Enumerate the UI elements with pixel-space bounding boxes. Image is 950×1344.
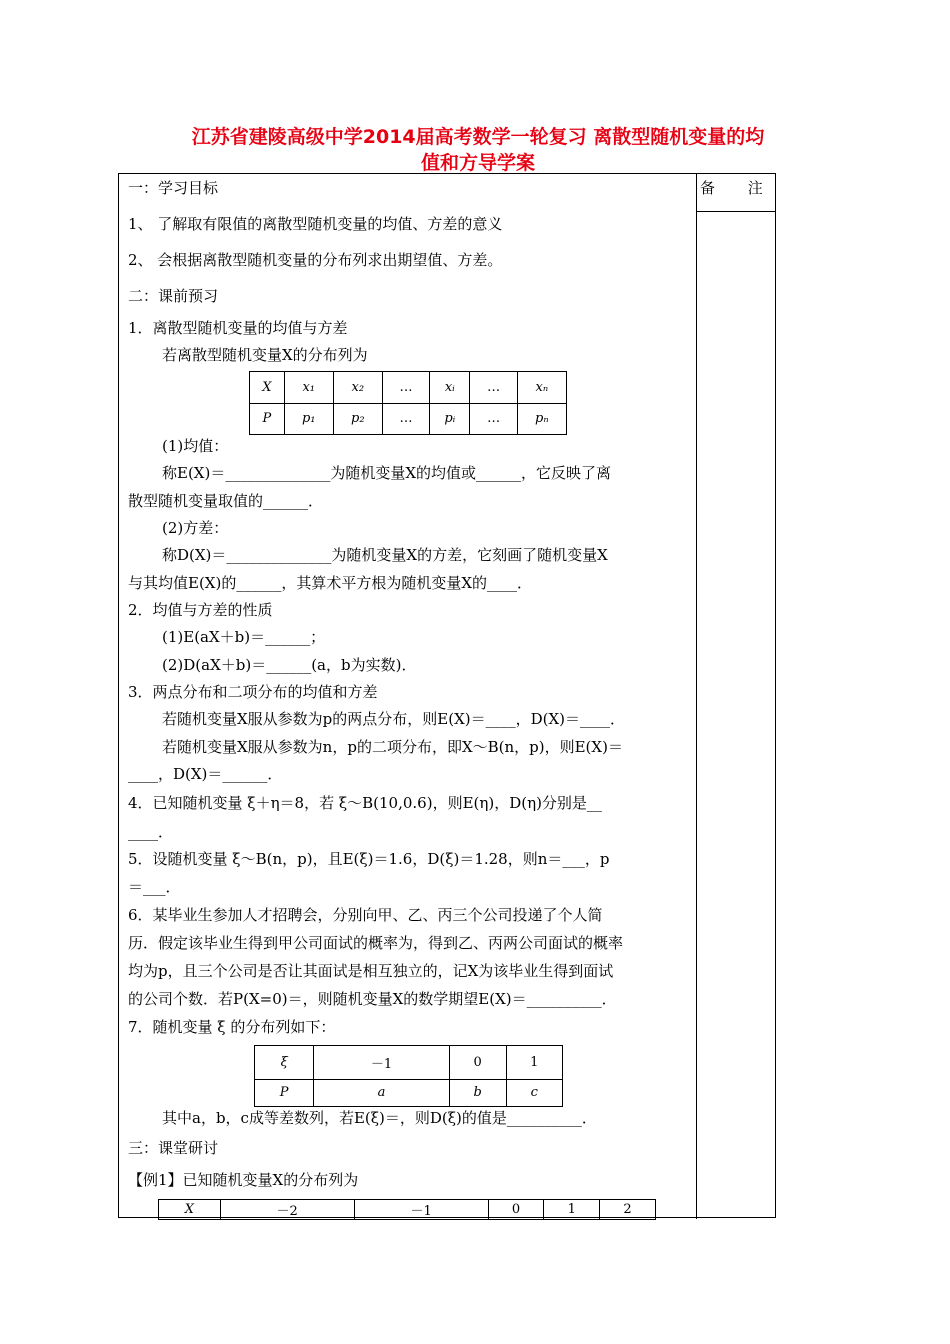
table-cell: 2 <box>600 1200 656 1220</box>
table-cell: a <box>314 1079 450 1106</box>
section-3-heading: 三：课堂研讨 <box>128 1139 219 1157</box>
document-title <box>118 124 838 176</box>
variance-definition-line-1: 称D(X)＝______________为随机变量X的方差，它刻画了随机变量X <box>162 546 608 564</box>
distribution-table-q7 <box>254 1045 563 1107</box>
table-cell: 1 <box>544 1200 600 1220</box>
goal-2: 2、 会根据离散型随机变量的分布列求出期望值、方差。 <box>128 251 503 269</box>
table-cell: x₁ <box>284 372 333 404</box>
binomial-line-1: 若随机变量X服从参数为n，p的二项分布，即X～B(n，p)，则E(X)＝ <box>162 738 623 756</box>
question-4-line-1: 4．已知随机变量 ξ＋η＝8，若 ξ～B(10,0.6)，则E(η)，D(η)分别是__ <box>128 794 602 812</box>
example-1-text: 【例1】已知随机变量X的分布列为 <box>128 1171 359 1189</box>
distribution-intro: 若离散型随机变量X的分布列为 <box>162 346 368 364</box>
question-6-line-1: 6．某毕业生参加人才招聘会，分别向甲、乙、丙三个公司投递了个人简 <box>128 906 603 924</box>
table-cell: pₙ <box>517 403 566 435</box>
table-cell: －2 <box>220 1200 354 1220</box>
question-7: 7．随机变量 ξ 的分布列如下： <box>128 1018 336 1036</box>
table-cell: pᵢ <box>430 403 470 435</box>
goal-1: 1、 了解取有限值的离散型随机变量的均值、方差的意义 <box>128 215 503 233</box>
question-5-line-2: ＝___． <box>128 878 181 896</box>
question-4-line-2: ____． <box>128 823 174 841</box>
table-cell: p₁ <box>284 403 333 435</box>
title-line-2: 值和方导学案 <box>420 152 535 174</box>
table-cell: X <box>250 372 285 404</box>
table-row <box>255 1079 563 1106</box>
property-1: (1)E(aX＋b)＝______； <box>162 628 326 646</box>
preview-item-1-heading: 1．离散型随机变量的均值与方差 <box>128 319 348 337</box>
mean-label: (1)均值： <box>162 437 229 455</box>
two-point-distribution: 若随机变量X服从参数为p的两点分布，则E(X)＝____，D(X)＝____． <box>162 710 626 728</box>
table-cell: 0 <box>488 1200 544 1220</box>
table-cell: b <box>449 1079 506 1106</box>
mean-definition-line-1: 称E(X)＝______________为随机变量X的均值或______，它反映了离 <box>162 464 612 482</box>
notes-header-rule <box>696 211 776 212</box>
preview-item-2-heading: 2．均值与方差的性质 <box>128 601 273 619</box>
question-7-condition: 其中a，b，c成等差数列，若E(ξ)＝，则D(ξ)的值是__________． <box>162 1109 597 1127</box>
section-2-heading: 二：课前预习 <box>128 287 219 305</box>
table-cell: 1 <box>506 1046 562 1080</box>
table-cell: P <box>255 1079 314 1106</box>
question-6-line-3: 均为p，且三个公司是否让其面试是相互独立的，记X为该毕业生得到面试 <box>128 962 614 980</box>
preview-item-3-heading: 3．两点分布和二项分布的均值和方差 <box>128 683 378 701</box>
table-cell: ξ <box>255 1046 314 1080</box>
table-row <box>159 1200 656 1220</box>
table-cell: 0 <box>449 1046 506 1080</box>
table-cell: P <box>250 403 285 435</box>
binomial-line-2: ____，D(X)＝______． <box>128 765 283 783</box>
table-cell: xᵢ <box>430 372 470 404</box>
table-cell: x₂ <box>333 372 382 404</box>
title-line-1: 江苏省建陵高级中学2014届高考数学一轮复习 离散型随机变量的均 <box>191 126 765 148</box>
table-row <box>250 372 567 404</box>
distribution-table-general <box>249 371 567 435</box>
table-cell: X <box>159 1200 221 1220</box>
question-5-line-1: 5．设随机变量 ξ～B(n，p)，且E(ξ)＝1.6，D(ξ)＝1.28，则n＝___，p <box>128 850 610 868</box>
table-cell: －1 <box>354 1200 488 1220</box>
notes-column-divider <box>696 174 697 1219</box>
table-row <box>250 403 567 435</box>
table-cell: … <box>382 372 429 404</box>
table-cell: c <box>506 1079 562 1106</box>
table-row <box>255 1046 563 1080</box>
table-cell: … <box>470 372 517 404</box>
table-cell: －1 <box>314 1046 450 1080</box>
table-cell: xₙ <box>517 372 566 404</box>
question-6-line-2: 历．假定该毕业生得到甲公司面试的概率为，得到乙、丙两公司面试的概率 <box>128 934 624 952</box>
table-cell: … <box>470 403 517 435</box>
table-cell: p₂ <box>333 403 382 435</box>
variance-definition-line-2: 与其均值E(X)的______，其算术平方根为随机变量X的____． <box>128 574 533 592</box>
table-cell: … <box>382 403 429 435</box>
notes-column-header: 备 注 <box>700 179 777 197</box>
variance-label: (2)方差： <box>162 519 229 537</box>
property-2: (2)D(aX＋b)＝______(a，b为实数)． <box>162 656 417 674</box>
mean-definition-line-2: 散型随机变量取值的______． <box>128 492 324 510</box>
question-6-line-4: 的公司个数．若P(X=0)＝，则随机变量X的数学期望E(X)＝__________． <box>128 990 617 1008</box>
distribution-table-example-1 <box>158 1199 656 1220</box>
section-1-heading: 一：学习目标 <box>128 179 219 197</box>
